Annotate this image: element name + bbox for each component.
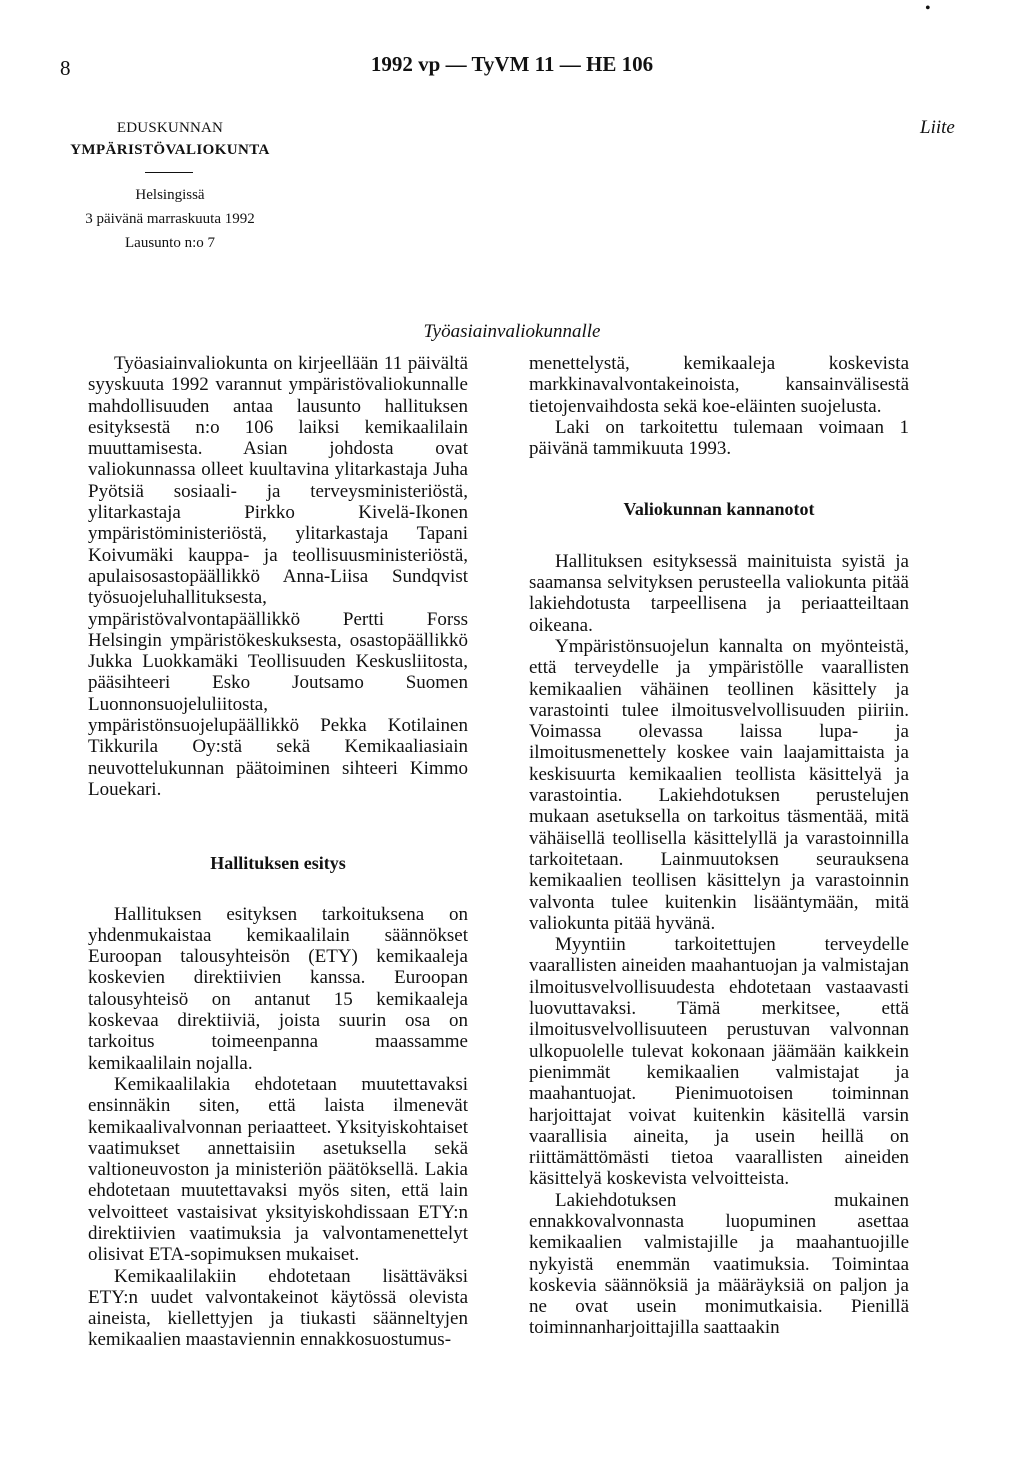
right-column [529,353,909,1339]
paragraph: Hallituksen esityksen tarkoituksena on yhdenmukaistaa kemikaalilain säännökset Euroopan talousyhteisön (ETY) kemikaaleja koskevien direktiivien kanssa. Euroopan talousyhteisö on antanut 15 kemikaaleja koskevaa direktiiviä, joista suurin osa on tarkoitus toimeenpanna maassamme kemikaalilain nojalla. [88,903,468,1074]
paragraph: Lakiehdotuksen mukainen ennakkovalvonnasta luopuminen asettaa kemikaalien valmistajille ja maahantuojille nykyistä enemmän vaatimuksia. Toimintaa koskevia säännöksiä ja määräyksiä on paljon ja ne ovat usein monimutkaisia. Pienillä toiminnanharjoittajilla saattaakin [529,1189,909,1339]
statement-meta [30,183,310,255]
divider-rule [145,172,193,173]
committee-name [30,117,310,161]
page-number: 8 [60,56,71,80]
paragraph: Hallituksen esityksessä mainituista syistä ja saamansa selvityksen perusteella valiokunta pitää lakiehdotusta tarpeellisena ja periaatteiltaan oikeana. [529,550,909,636]
paragraph: Kemikaalilakia ehdotetaan muutettavaksi ensinnäkin siten, että laista ilmenevät kemikaalivalvonnan periaatteet. Yksityiskohtaiset vaatimukset annettaisiin asetuksella sekä valtioneuvoston ja ministeriön päätöksellä. Lakia ehdotetaan muutettavaksi myös siten, että lain velvoitteet vastaisivat yksityiskohdissaan ETY:n direktiivien vaatimuksia ja valvontamenettelyt olisivat ETA-sopimuksen mukaiset. [88,1073,468,1266]
paragraph-continued: menettelystä, kemikaaleja koskevista markkinavalvontakeinoista, kansainvälisestä tietojenvaihdosta sekä koe-eläinten suojelusta. [529,353,909,417]
paragraph: Kemikaalilakiin ehdotetaan lisättäväksi ETY:n uudet valvontakeinot käytössä olevista aineista, kiellettyjen ja tiukasti säänneltyjen kemikaalien maastaviennin ennakkosuostumus- [88,1265,468,1351]
appendix-label: Liite [920,117,955,138]
paragraph: Ympäristönsuojelun kannalta on myönteistä, että terveydelle ja ympäristölle vaarallisten kemikaalien vähäinen teollinen käsittely ja varastointi tulee ilmoitusvelvollisuuden piiriin. Voimassa olevassa laissa lupa- ja ilmoitusmenettely koskee vain laajamittaista ja keskisuurta kemikaalien teollista käsittelyä ja varastointia. Lakiehdotuksen perustelujen mukaan asetuksella on tarkoitus täsmentää, mitä vähäisellä teollisella käsittelyllä ja varastoinnilla tarkoitetaan. Lainmuutoksen seurauksena kemikaalien teollisen käsittelyn ja varastoinnin valvonta tulee kuitenkin lisääntymään, mitä valiokunta pitää hyvänä. [529,635,909,934]
paragraph: Myyntiin tarkoitettujen terveydelle vaarallisten aineiden maahantuojan ja valmistajan ilmoitusvelvollisuudesta ehdotetaan vastaavasti luovuttavaksi. Tämä merkitsee, että ilmoitusvelvollisuuteen perustuvan valvonnan ulkopuolelle tulevat kokonaan jäämään kaikkein pienimmät kemikaalien valmistajat ja maahantuojat. Pienimuotoisen toiminnan harjoittajat voivat kuitenkin käsitellä varsin vaarallisia aineita, ja usein heillä on riittämättömästi tietoa vaarallisten aineiden käsittelyä koskevista velvoitteista. [529,934,909,1190]
section-heading-committee-position: Valiokunnan kannanotot [623,499,815,520]
margin-mark: • [925,0,931,17]
recipient: Työasiainvaliokunnalle [423,321,601,342]
section-heading-government-proposal: Hallituksen esitys [210,853,346,874]
date: 3 päivänä marraskuuta 1992 [85,211,255,227]
intro-paragraph: Työasiainvaliokunta on kirjeellään 11 päivältä syyskuuta 1992 varannut ympäristövaliokunnalle mahdollisuuden antaa lausunto hallituksen esityksestä n:o 106 laiksi kemikaalilain muuttamisesta. Asian johdosta ovat valiokunnassa olleet kuultavina ylitarkastaja Juha Pyötsiä sosiaali- ja terveysministeriöstä, ylitarkastaja Pirkko Kivelä-Ikonen ympäristöministeriöstä, ylitarkastaja Tapani Koivumäki kauppa- ja teollisuusministeriöstä, apulaisosastopäällikkö Anna-Liisa Sundqvist työsuojeluhallituksesta, ympäristövalvontapäällikkö Pertti Forss Helsingin ympäristökeskuksesta, osastopäällikkö Jukka Luokkamäki Teollisuuden Keskusliitosta, pääsihteeri Esko Joutsamo Suomen Luonnonsuojeluliitosta, ympäristönsuojelupäällikkö Pekka Kotilainen Tikkurila Oy:stä sekä Kemikaaliasiain neuvottelukunnan päätoiminen sihteeri Kimmo Louekari. [88,353,468,800]
running-title: 1992 vp — TyVM 11 — HE 106 [370,52,654,76]
left-column [88,353,468,1351]
statement-number: Lausunto n:o 7 [125,235,215,251]
place: Helsingissä [135,187,205,203]
committee-line-1: EDUSKUNNAN [116,120,224,136]
paragraph: Laki on tarkoitettu tulemaan voimaan 1 päivänä tammikuuta 1993. [529,416,909,460]
committee-line-2: YMPÄRISTÖVALIOKUNTA [70,142,270,158]
